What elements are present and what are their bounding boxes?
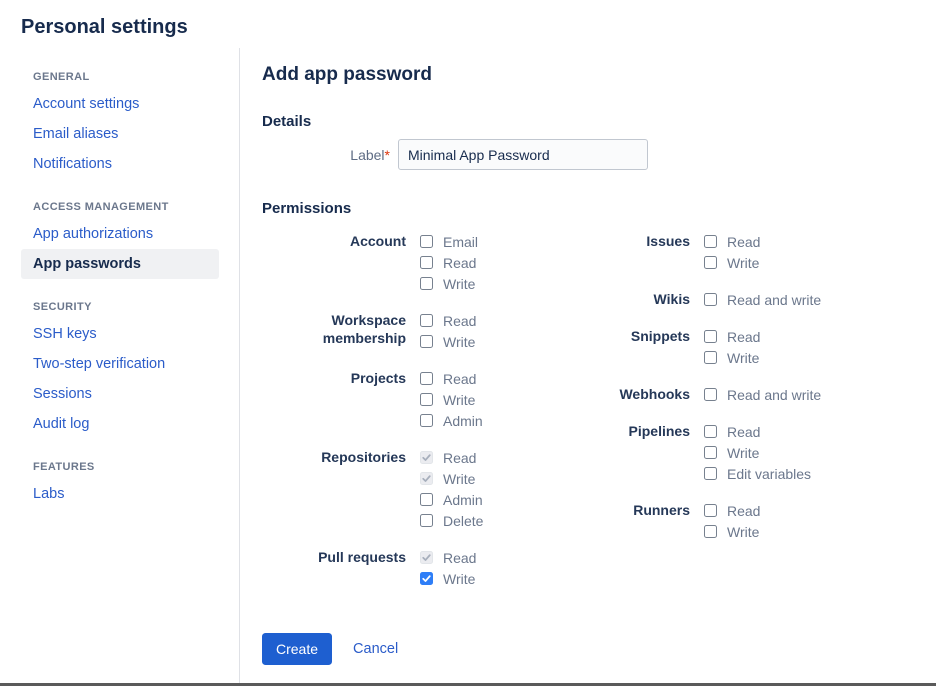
checkbox-unchecked-icon[interactable]	[420, 235, 433, 248]
cancel-link[interactable]: Cancel	[353, 641, 399, 657]
perm-checkbox-row-workspace-membership-read[interactable]	[420, 310, 476, 331]
sidebar-item-two-step-verification[interactable]: Two-step verification	[33, 356, 166, 372]
perm-options	[704, 421, 811, 484]
perm-checkbox-row-issues-write[interactable]	[704, 252, 760, 273]
sidebar-item-ssh-keys[interactable]: SSH keys	[33, 326, 97, 342]
checkbox-checked-disabled-icon	[420, 472, 433, 485]
perm-group-workspace-membership	[262, 310, 560, 352]
perm-group-label: Issues	[646, 233, 690, 249]
perm-checkbox-label: Read	[443, 449, 477, 466]
perm-checkbox-row-repositories-read	[420, 447, 483, 468]
perm-checkbox-row-repositories-write	[420, 468, 483, 489]
perm-checkbox-row-account-email[interactable]	[420, 231, 478, 252]
perm-options	[420, 368, 483, 431]
perm-checkbox-row-wikis-read-and-write[interactable]	[704, 289, 821, 310]
perm-group-issues	[560, 231, 936, 273]
details-heading: Details	[262, 113, 312, 130]
perm-group-snippets	[560, 326, 936, 368]
permissions-column-right	[560, 231, 936, 558]
label-field-label-text: Label	[350, 146, 385, 163]
perm-checkbox-label: Read	[727, 233, 761, 250]
main-title: Add app password	[262, 64, 432, 85]
perm-checkbox-label: Admin	[443, 491, 483, 508]
perm-checkbox-row-runners-write[interactable]	[704, 521, 760, 542]
perm-checkbox-label: Read	[727, 423, 761, 440]
sidebar-item-app-passwords[interactable]: App passwords	[21, 249, 219, 279]
perm-group-account	[262, 231, 560, 294]
perm-checkbox-label: Read	[443, 254, 477, 271]
sidebar-item-notifications[interactable]: Notifications	[33, 156, 112, 172]
permissions-grid	[262, 231, 936, 605]
perm-group-label: Workspace membership	[322, 312, 406, 346]
checkbox-unchecked-icon[interactable]	[704, 235, 717, 248]
perm-group-label: Snippets	[630, 328, 690, 344]
perm-group-label: Repositories	[321, 449, 406, 465]
perm-checkbox-row-projects-write[interactable]	[420, 389, 483, 410]
checkbox-unchecked-icon[interactable]	[420, 372, 433, 385]
perm-group-label: Projects	[350, 370, 406, 386]
perm-group-webhooks	[560, 384, 936, 405]
sidebar-item-app-authorizations[interactable]: App authorizations	[33, 226, 154, 242]
perm-checkbox-label: Write	[443, 275, 476, 292]
perm-group-label: Account	[350, 233, 406, 249]
checkbox-unchecked-icon[interactable]	[704, 446, 717, 459]
checkbox-unchecked-icon[interactable]	[704, 256, 717, 269]
perm-group-pull-requests	[262, 547, 560, 589]
nav-section-header: SECURITY	[33, 301, 92, 313]
nav-group-features	[0, 461, 239, 509]
checkbox-checked-icon[interactable]	[420, 572, 433, 585]
perm-group-label: Pipelines	[628, 423, 690, 439]
layout	[0, 48, 936, 684]
checkbox-unchecked-icon[interactable]	[704, 525, 717, 538]
perm-checkbox-row-pipelines-read[interactable]	[704, 421, 811, 442]
label-field-label	[262, 147, 398, 163]
perm-group-runners	[560, 500, 936, 542]
checkbox-checked-disabled-icon	[420, 451, 433, 464]
perm-group-repositories	[262, 447, 560, 531]
perm-checkbox-label: Edit variables	[727, 465, 812, 482]
perm-checkbox-row-account-read[interactable]	[420, 252, 478, 273]
nav-section-header: FEATURES	[33, 461, 95, 473]
nav-section-header: ACCESS MANAGEMENT	[33, 201, 169, 213]
perm-checkbox-label: Read and write	[727, 291, 822, 308]
checkbox-unchecked-icon[interactable]	[420, 277, 433, 290]
checkbox-unchecked-icon[interactable]	[704, 425, 717, 438]
perm-checkbox-label: Write	[443, 570, 476, 587]
perm-checkbox-row-pull-requests-read	[420, 547, 476, 568]
perm-checkbox-label: Write	[443, 470, 476, 487]
sidebar-item-labs[interactable]: Labs	[33, 486, 65, 502]
checkbox-unchecked-icon[interactable]	[704, 504, 717, 517]
perm-checkbox-row-repositories-delete[interactable]	[420, 510, 483, 531]
checkbox-unchecked-icon[interactable]	[420, 514, 433, 527]
perm-group-projects	[262, 368, 560, 431]
perm-options	[420, 310, 476, 352]
nav-group-security	[0, 301, 239, 439]
perm-checkbox-row-snippets-read[interactable]	[704, 326, 760, 347]
create-button[interactable]: Create	[262, 633, 332, 665]
perm-checkbox-row-pull-requests-write[interactable]	[420, 568, 476, 589]
checkbox-unchecked-icon[interactable]	[420, 314, 433, 327]
perm-options	[704, 289, 821, 310]
perm-options	[420, 447, 483, 531]
page-header	[0, 0, 936, 48]
page-title: Personal settings	[21, 16, 188, 38]
sidebar-item-account-settings[interactable]: Account settings	[33, 96, 140, 112]
required-asterisk: *	[384, 146, 390, 163]
checkbox-checked-disabled-icon	[420, 551, 433, 564]
perm-checkbox-label: Write	[727, 523, 760, 540]
perm-options	[704, 384, 821, 405]
checkbox-unchecked-icon[interactable]	[420, 256, 433, 269]
checkbox-unchecked-icon[interactable]	[704, 351, 717, 364]
sidebar-item-audit-log[interactable]: Audit log	[33, 416, 90, 432]
perm-options	[704, 326, 760, 368]
perm-checkbox-label: Read	[443, 370, 477, 387]
perm-options	[420, 231, 478, 294]
checkbox-unchecked-icon[interactable]	[420, 493, 433, 506]
perm-checkbox-row-account-write[interactable]	[420, 273, 478, 294]
perm-checkbox-label: Write	[727, 444, 760, 461]
perm-checkbox-row-snippets-write[interactable]	[704, 347, 760, 368]
checkbox-unchecked-icon[interactable]	[704, 293, 717, 306]
checkbox-unchecked-icon[interactable]	[420, 335, 433, 348]
nav-section-header: GENERAL	[33, 71, 90, 83]
perm-options	[704, 500, 760, 542]
label-field-row	[262, 139, 936, 170]
label-input[interactable]	[398, 139, 648, 170]
perm-checkbox-label: Email	[443, 233, 479, 250]
perm-checkbox-row-pipelines-write[interactable]	[704, 442, 811, 463]
checkbox-unchecked-icon[interactable]	[704, 388, 717, 401]
perm-checkbox-label: Write	[727, 349, 760, 366]
nav-group-access-management	[0, 201, 239, 279]
sidebar-item-email-aliases[interactable]: Email aliases	[33, 126, 119, 142]
perm-group-label: Runners	[633, 502, 690, 518]
perm-checkbox-label: Write	[443, 391, 476, 408]
perm-checkbox-label: Write	[727, 254, 760, 271]
sidebar-nav	[0, 48, 240, 684]
perm-group-label: Webhooks	[619, 386, 690, 402]
perm-group-label: Wikis	[653, 291, 690, 307]
perm-checkbox-label: Read	[443, 312, 477, 329]
main-content	[240, 48, 936, 684]
perm-checkbox-row-projects-admin[interactable]	[420, 410, 483, 431]
perm-checkbox-row-runners-read[interactable]	[704, 500, 760, 521]
perm-checkbox-row-repositories-admin[interactable]	[420, 489, 483, 510]
perm-checkbox-label: Read	[727, 328, 761, 345]
perm-checkbox-label: Read and write	[727, 386, 822, 403]
perm-checkbox-label: Delete	[443, 512, 484, 529]
perm-checkbox-label: Read	[727, 502, 761, 519]
perm-checkbox-row-issues-read[interactable]	[704, 231, 760, 252]
form-actions	[262, 633, 936, 665]
checkbox-unchecked-icon[interactable]	[704, 467, 717, 480]
perm-group-label: Pull requests	[318, 549, 406, 565]
perm-options	[420, 547, 476, 589]
perm-checkbox-row-projects-read[interactable]	[420, 368, 483, 389]
perm-group-wikis	[560, 289, 936, 310]
checkbox-unchecked-icon[interactable]	[420, 393, 433, 406]
permissions-heading: Permissions	[262, 200, 352, 217]
perm-options	[704, 231, 760, 273]
perm-checkbox-row-webhooks-read-and-write[interactable]	[704, 384, 821, 405]
perm-checkbox-label: Read	[443, 549, 477, 566]
perm-checkbox-label: Admin	[443, 412, 483, 429]
permissions-column-left	[262, 231, 560, 605]
nav-group-general	[0, 71, 239, 179]
checkbox-unchecked-icon[interactable]	[420, 414, 433, 427]
sidebar-item-sessions[interactable]: Sessions	[33, 386, 92, 402]
perm-checkbox-row-pipelines-edit-variables[interactable]	[704, 463, 811, 484]
perm-checkbox-label: Write	[443, 333, 476, 350]
checkbox-unchecked-icon[interactable]	[704, 330, 717, 343]
perm-checkbox-row-workspace-membership-write[interactable]	[420, 331, 476, 352]
perm-group-pipelines	[560, 421, 936, 484]
